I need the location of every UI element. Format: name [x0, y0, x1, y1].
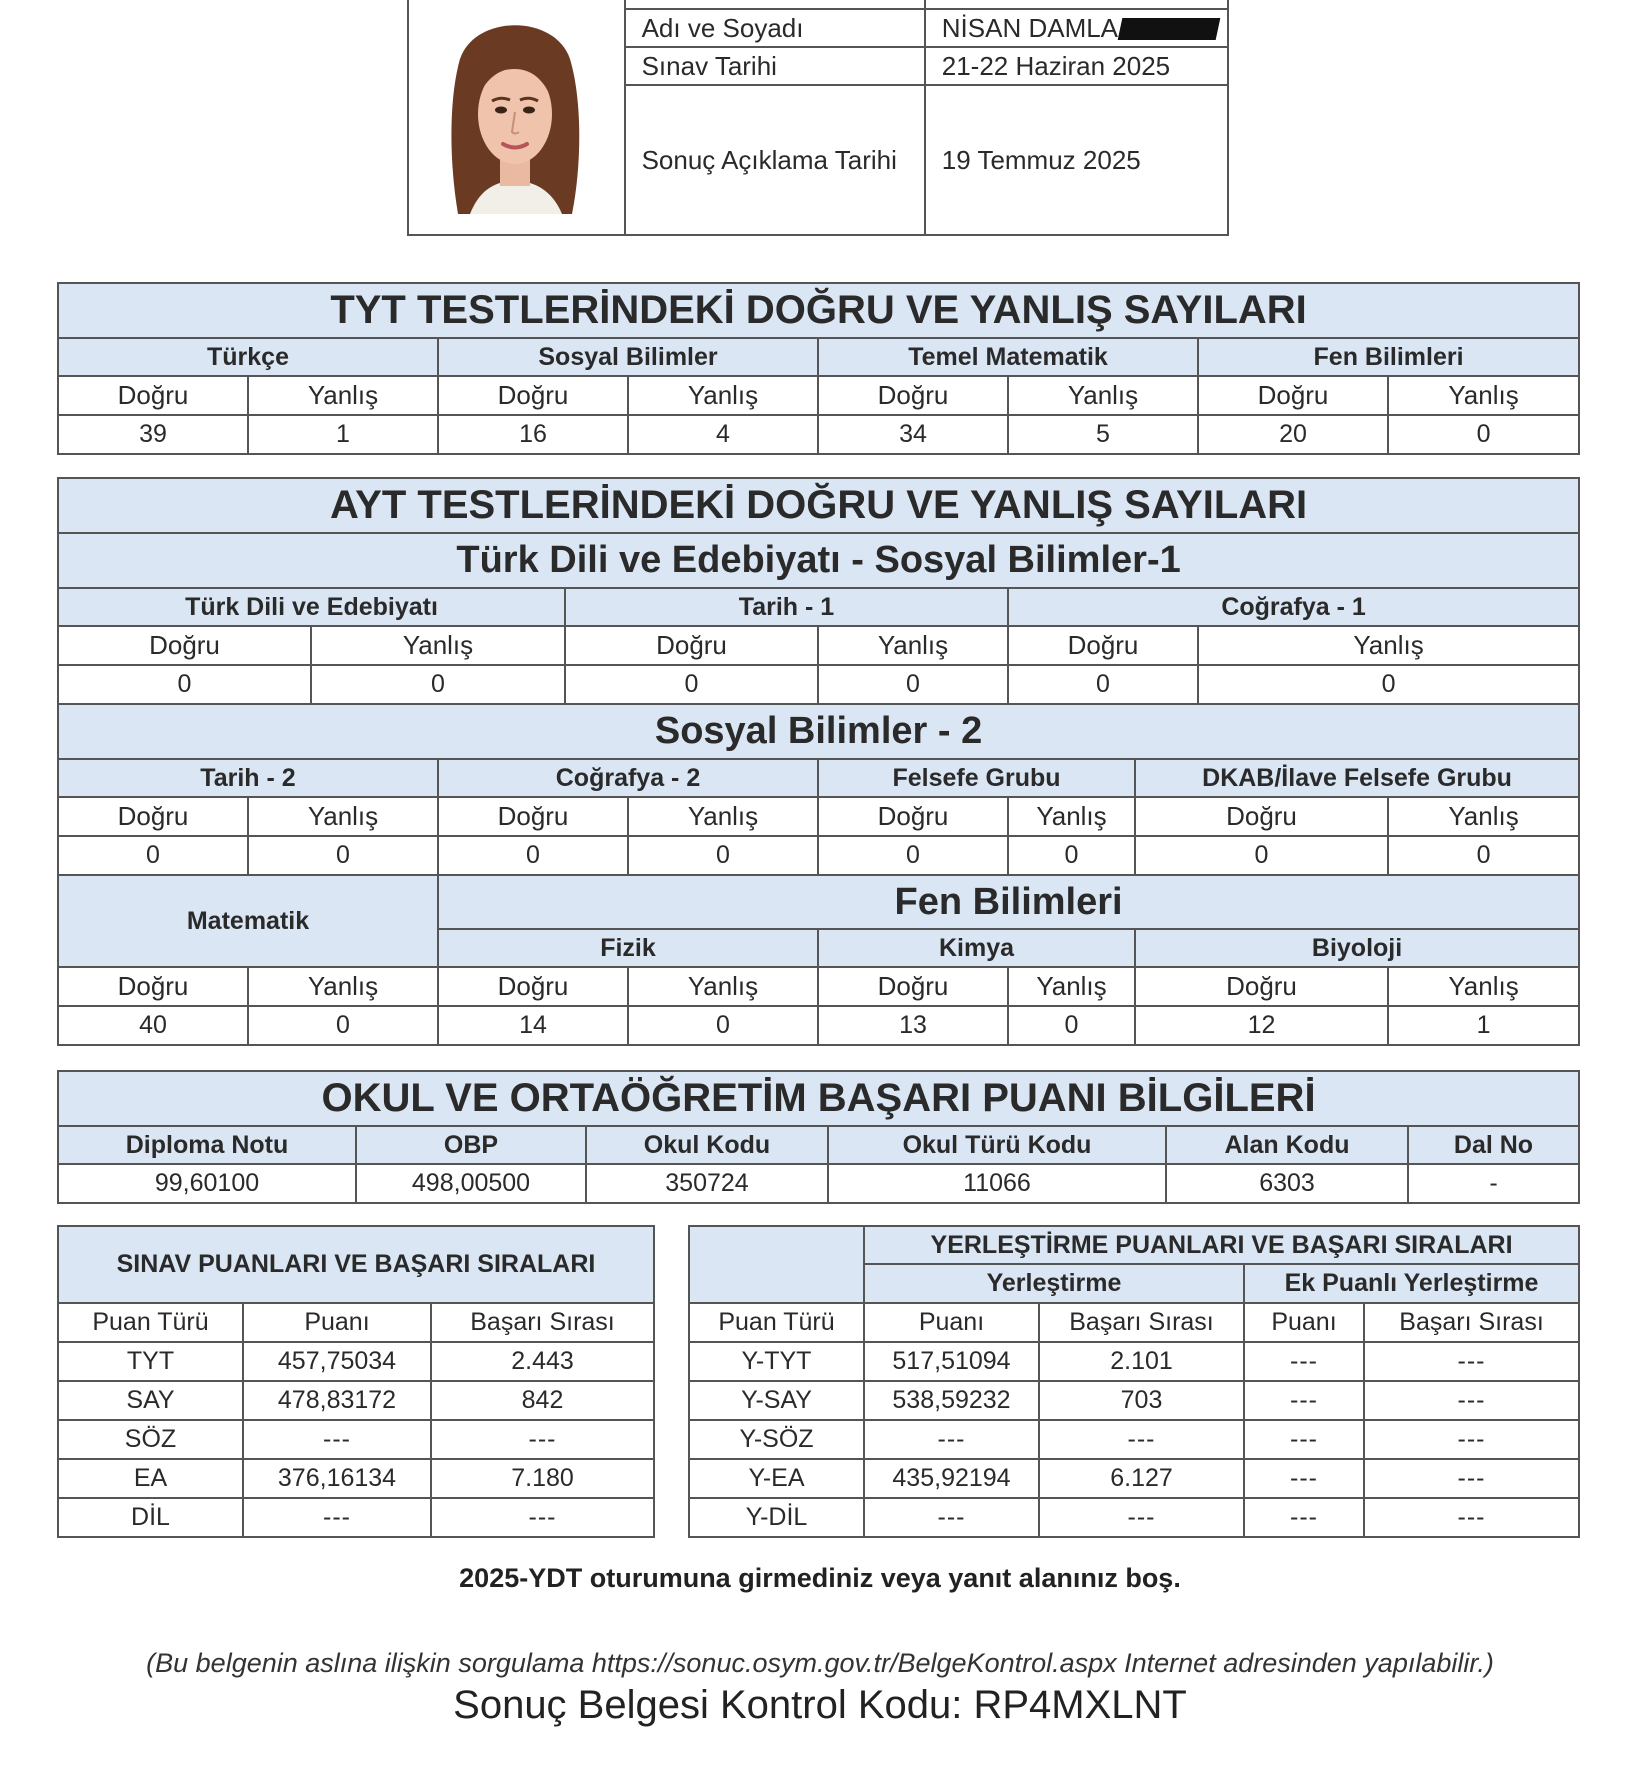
ek-basari-sirasi: --- — [1364, 1459, 1579, 1498]
puan: --- — [243, 1498, 431, 1537]
puan-turu: EA — [58, 1459, 243, 1498]
yanlis-header: Yanlış — [248, 376, 438, 415]
yanlis-header: Yanlış — [1008, 797, 1135, 836]
name-value: NİSAN DAMLA — [925, 9, 1228, 47]
yanlis-value: 0 — [311, 665, 565, 704]
dogru-header: Doğru — [58, 376, 248, 415]
ayt-subject: Türk Dili ve Edebiyatı — [58, 588, 565, 626]
tyt-title: TYT TESTLERİNDEKİ DOĞRU VE YANLIŞ SAYILARI — [58, 283, 1579, 338]
okul-header: OBP — [356, 1126, 586, 1164]
dogru-value: 0 — [58, 665, 311, 704]
okul-header: Diploma Notu — [58, 1126, 356, 1164]
yanlis-value: 0 — [248, 836, 438, 875]
dogru-header: Doğru — [818, 376, 1008, 415]
ayt-subject: Felsefe Grubu — [818, 759, 1135, 797]
basari-sirasi: 2.443 — [431, 1342, 654, 1381]
yanlis-value: 0 — [1198, 665, 1579, 704]
puan: --- — [243, 1420, 431, 1459]
exam-date-label: Sınav Tarihi — [625, 47, 925, 85]
ayt-subject: Tarih - 2 — [58, 759, 438, 797]
basari-sirasi-header: Başarı Sırası — [1039, 1303, 1244, 1342]
dogru-value: 16 — [438, 415, 628, 454]
dogru-header: Doğru — [1198, 376, 1388, 415]
sinav-title: SINAV PUANLARI VE BAŞARI SIRALARI — [58, 1226, 654, 1303]
yerlestirme-title: YERLEŞTİRME PUANLARI VE BAŞARI SIRALARI — [864, 1226, 1579, 1264]
puani-header: Puanı — [243, 1303, 431, 1342]
yanlis-value: 0 — [1008, 836, 1135, 875]
yerlestirme-subtitle: Yerleştirme — [864, 1264, 1244, 1303]
yanlis-header: Yanlış — [248, 967, 438, 1006]
puan-turu: Y-SAY — [689, 1381, 864, 1420]
dogru-value: 0 — [818, 836, 1008, 875]
dogru-header: Doğru — [1135, 967, 1388, 1006]
result-date-label: Sonuç Açıklama Tarihi — [625, 85, 925, 235]
basari-sirasi-header: Başarı Sırası — [431, 1303, 654, 1342]
yanlis-header: Yanlış — [1008, 967, 1135, 1006]
puan-turu: DİL — [58, 1498, 243, 1537]
query-note: (Bu belgenin aslına ilişkin sorgulama https://sonuc.osym.gov.tr/BelgeKontrol.aspx Internet adresinden yapılabilir.) — [146, 1648, 1494, 1678]
yanlis-value: 0 — [628, 1006, 818, 1045]
puan-turu: Y-EA — [689, 1459, 864, 1498]
okul-header: Okul Kodu — [586, 1126, 828, 1164]
yanlis-header: Yanlış — [1388, 376, 1579, 415]
dogru-header: Doğru — [818, 797, 1008, 836]
yanlis-value: 5 — [1008, 415, 1198, 454]
yanlis-value: 0 — [248, 1006, 438, 1045]
exam-date-value: 21-22 Haziran 2025 — [925, 47, 1228, 85]
ek-puan: --- — [1244, 1381, 1364, 1420]
dogru-value: 34 — [818, 415, 1008, 454]
dogru-header: Doğru — [438, 967, 628, 1006]
ek-puanli-subtitle: Ek Puanlı Yerleştirme — [1244, 1264, 1579, 1303]
ek-puan: --- — [1244, 1459, 1364, 1498]
ek-puani-header: Puanı — [1244, 1303, 1364, 1342]
dogru-value: 13 — [818, 1006, 1008, 1045]
dogru-value: 20 — [1198, 415, 1388, 454]
ayt-subject: Biyoloji — [1135, 929, 1579, 967]
puan: 478,83172 — [243, 1381, 431, 1420]
yanlis-value: 0 — [628, 836, 818, 875]
redaction-mark — [1118, 18, 1221, 40]
yanlis-value: 1 — [248, 415, 438, 454]
yanlis-header: Yanlış — [628, 797, 818, 836]
puan: 457,75034 — [243, 1342, 431, 1381]
matematik-title: Matematik — [58, 875, 438, 967]
result-date-value: 19 Temmuz 2025 — [925, 85, 1228, 235]
puan-turu: SÖZ — [58, 1420, 243, 1459]
ek-basari-sirasi: --- — [1364, 1498, 1579, 1537]
dogru-header: Doğru — [438, 376, 628, 415]
ek-basari-sirasi-header: Başarı Sırası — [1364, 1303, 1579, 1342]
okul-header: Alan Kodu — [1166, 1126, 1408, 1164]
puan: 538,59232 — [864, 1381, 1039, 1420]
ayt-section2-title: Sosyal Bilimler - 2 — [58, 704, 1579, 759]
basari-sirasi: --- — [431, 1498, 654, 1537]
yanlis-value: 0 — [1008, 1006, 1135, 1045]
yerlestirme-table — [688, 1225, 1580, 1538]
dogru-value: 0 — [438, 836, 628, 875]
okul-value: - — [1408, 1164, 1579, 1203]
yanlis-value: 0 — [1388, 836, 1579, 875]
puan-turu-header: Puan Türü — [689, 1303, 864, 1342]
tyt-subject: Temel Matematik — [818, 338, 1198, 376]
basari-sirasi: 7.180 — [431, 1459, 654, 1498]
puan-turu: Y-SÖZ — [689, 1420, 864, 1459]
dogru-value: 0 — [565, 665, 818, 704]
yanlis-header: Yanlış — [248, 797, 438, 836]
ek-puan: --- — [1244, 1498, 1364, 1537]
ek-basari-sirasi: --- — [1364, 1381, 1579, 1420]
dogru-value: 39 — [58, 415, 248, 454]
yanlis-value: 0 — [1388, 415, 1579, 454]
yanlis-header: Yanlış — [1388, 797, 1579, 836]
basari-sirasi: --- — [1039, 1420, 1244, 1459]
yanlis-header: Yanlış — [818, 626, 1008, 665]
yanlis-value: 4 — [628, 415, 818, 454]
puan: --- — [864, 1498, 1039, 1537]
puan: 435,92194 — [864, 1459, 1039, 1498]
dogru-header: Doğru — [58, 967, 248, 1006]
okul-value: 498,00500 — [356, 1164, 586, 1203]
yanlis-header: Yanlış — [628, 967, 818, 1006]
ydt-note: 2025-YDT oturumuna girmediniz veya yanıt alanınız boş. — [459, 1563, 1181, 1593]
ayt-subject: Kimya — [818, 929, 1135, 967]
dogru-header: Doğru — [58, 626, 311, 665]
puan-turu: Y-TYT — [689, 1342, 864, 1381]
basari-sirasi: --- — [1039, 1498, 1244, 1537]
basari-sirasi: --- — [431, 1420, 654, 1459]
dogru-header: Doğru — [818, 967, 1008, 1006]
yanlis-value: 0 — [818, 665, 1008, 704]
yanlis-header: Yanlış — [628, 376, 818, 415]
puan: --- — [864, 1420, 1039, 1459]
puan-turu: TYT — [58, 1342, 243, 1381]
ek-puan: --- — [1244, 1420, 1364, 1459]
basari-sirasi: 842 — [431, 1381, 654, 1420]
control-code: Sonuç Belgesi Kontrol Kodu: RP4MXLNT — [453, 1683, 1187, 1727]
yanlis-header: Yanlış — [1388, 967, 1579, 1006]
ayt-subject: Coğrafya - 1 — [1008, 588, 1579, 626]
dogru-value: 14 — [438, 1006, 628, 1045]
okul-header: Dal No — [1408, 1126, 1579, 1164]
dogru-value: 0 — [1135, 836, 1388, 875]
ek-basari-sirasi: --- — [1364, 1420, 1579, 1459]
dogru-header: Doğru — [438, 797, 628, 836]
yanlis-header: Yanlış — [1198, 626, 1579, 665]
ayt-subject: Fizik — [438, 929, 818, 967]
basari-sirasi: 703 — [1039, 1381, 1244, 1420]
sinav-puanlari-table — [57, 1225, 655, 1538]
dogru-header: Doğru — [58, 797, 248, 836]
okul-header: Okul Türü Kodu — [828, 1126, 1166, 1164]
okul-value: 350724 — [586, 1164, 828, 1203]
okul-table — [57, 1070, 1580, 1204]
ayt-subject: DKAB/İlave Felsefe Grubu — [1135, 759, 1579, 797]
puan-turu-header: Puan Türü — [58, 1303, 243, 1342]
dogru-value: 40 — [58, 1006, 248, 1045]
puan-turu: SAY — [58, 1381, 243, 1420]
name-label: Adı ve Soyadı — [625, 9, 925, 47]
puan-turu: Y-DİL — [689, 1498, 864, 1537]
puan: 517,51094 — [864, 1342, 1039, 1381]
ayt-subject: Coğrafya - 2 — [438, 759, 818, 797]
ek-puan: --- — [1244, 1342, 1364, 1381]
tyt-subject: Fen Bilimleri — [1198, 338, 1579, 376]
yanlis-value: 1 — [1388, 1006, 1579, 1045]
basari-sirasi: 6.127 — [1039, 1459, 1244, 1498]
okul-value: 6303 — [1166, 1164, 1408, 1203]
dogru-value: 12 — [1135, 1006, 1388, 1045]
puani-header: Puanı — [864, 1303, 1039, 1342]
dogru-header: Doğru — [565, 626, 818, 665]
okul-title: OKUL VE ORTAÖĞRETİM BAŞARI PUANI BİLGİLERİ — [58, 1071, 1579, 1126]
ayt-title: AYT TESTLERİNDEKİ DOĞRU VE YANLIŞ SAYILARI — [58, 478, 1579, 533]
yanlis-header: Yanlış — [1008, 376, 1198, 415]
ayt-table — [57, 477, 1580, 1046]
basari-sirasi: 2.101 — [1039, 1342, 1244, 1381]
puan: 376,16134 — [243, 1459, 431, 1498]
candidate-photo — [430, 4, 600, 214]
tyt-subject: Türkçe — [58, 338, 438, 376]
dogru-header: Doğru — [1008, 626, 1198, 665]
okul-value: 99,60100 — [58, 1164, 356, 1203]
okul-value: 11066 — [828, 1164, 1166, 1203]
fen-bilimleri-title: Fen Bilimleri — [438, 875, 1579, 929]
tyt-subject: Sosyal Bilimler — [438, 338, 818, 376]
ek-basari-sirasi: --- — [1364, 1342, 1579, 1381]
dogru-value: 0 — [58, 836, 248, 875]
ayt-section1-title: Türk Dili ve Edebiyatı - Sosyal Bilimler-1 — [58, 533, 1579, 588]
dogru-header: Doğru — [1135, 797, 1388, 836]
dogru-value: 0 — [1008, 665, 1198, 704]
tyt-table — [57, 282, 1580, 455]
yanlis-header: Yanlış — [311, 626, 565, 665]
ayt-subject: Tarih - 1 — [565, 588, 1008, 626]
